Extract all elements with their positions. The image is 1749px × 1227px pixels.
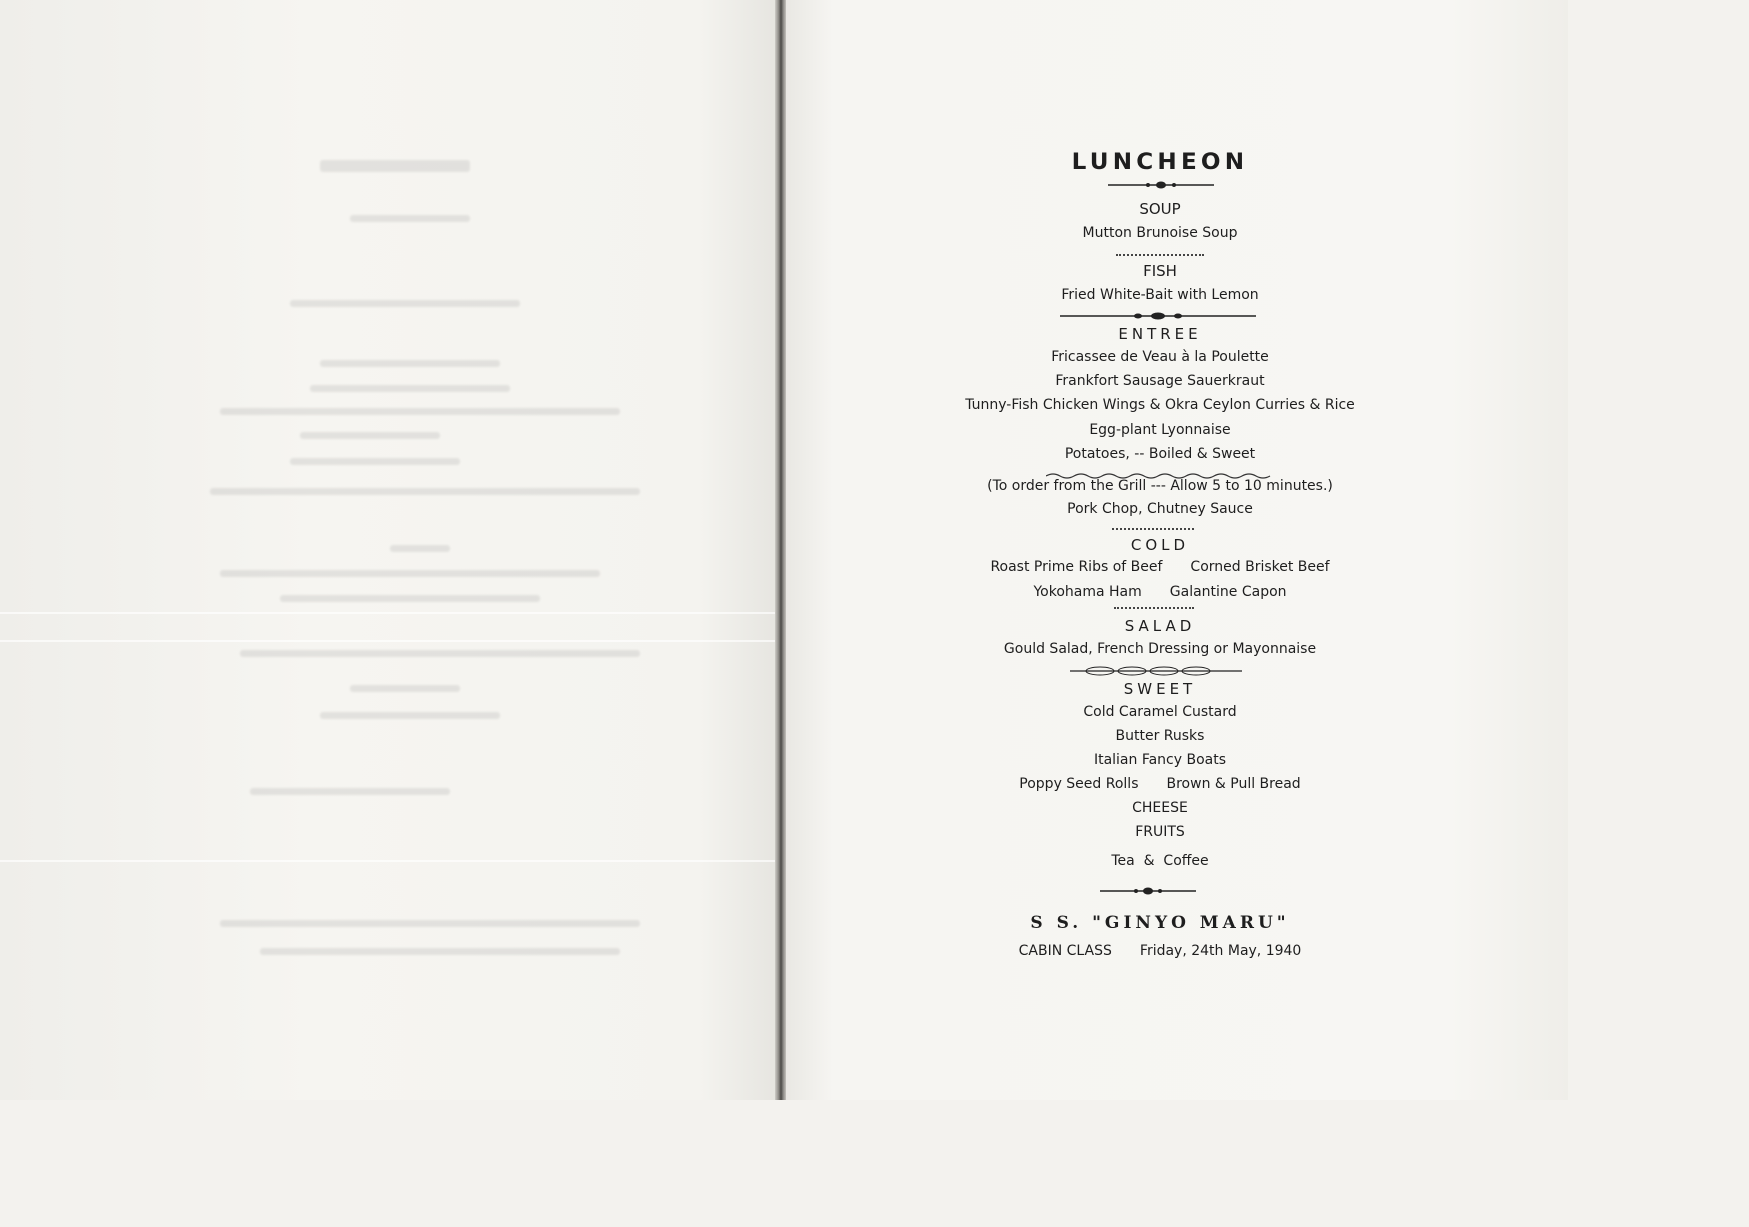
ship-name: S S. "GINYO MARU" xyxy=(1030,913,1290,933)
salad-item: Gould Salad, French Dressing or Mayonnaise xyxy=(1003,641,1317,657)
dotted-divider xyxy=(1116,254,1204,256)
sweet-heading: SWEET xyxy=(1123,680,1197,698)
sweet-item: Brown & Pull Bread xyxy=(1166,776,1301,792)
sweet-row xyxy=(900,776,1420,792)
cabin-class: CABIN CLASS xyxy=(1018,943,1112,959)
entree-item: Tunny-Fish Chicken Wings & Okra Ceylon Curries & Rice xyxy=(965,397,1355,413)
cheese-heading: CHEESE xyxy=(1132,800,1188,816)
cold-row xyxy=(900,559,1420,575)
grill-note: (To order from the Grill --- Allow 5 to 10 minutes.) xyxy=(987,478,1333,494)
cold-item: Roast Prime Ribs of Beef xyxy=(990,559,1163,575)
cold-item: Yokohama Ham xyxy=(1033,584,1142,600)
ornament-divider xyxy=(1070,665,1242,675)
entree-item: Potatoes, -- Boiled & Sweet xyxy=(1064,446,1256,462)
cold-item: Corned Brisket Beef xyxy=(1190,559,1330,575)
cold-row xyxy=(900,584,1420,600)
luncheon-menu xyxy=(900,0,1420,1100)
grill-item: Pork Chop, Chutney Sauce xyxy=(1067,501,1253,517)
entree-heading: ENTREE xyxy=(1118,325,1202,343)
bleed-through-text xyxy=(200,140,640,980)
sweet-item: Cold Caramel Custard xyxy=(1083,704,1237,720)
soup-heading: SOUP xyxy=(1139,200,1181,218)
dotted-divider xyxy=(1112,528,1194,530)
cold-item: Galantine Capon xyxy=(1169,584,1287,600)
soup-item: Mutton Brunoise Soup xyxy=(1082,225,1238,241)
fish-item: Fried White-Bait with Lemon xyxy=(1061,287,1259,303)
cold-heading: COLD xyxy=(1130,536,1190,554)
entree-item: Egg-plant Lyonnaise xyxy=(1089,422,1231,438)
beverages: Tea & Coffee xyxy=(1111,853,1209,869)
ornament-divider xyxy=(1108,180,1214,190)
sweet-item: Butter Rusks xyxy=(1115,728,1205,744)
ornament-divider xyxy=(1060,311,1256,321)
menu-date: Friday, 24th May, 1940 xyxy=(1139,943,1302,959)
fish-heading: FISH xyxy=(1143,262,1177,280)
entree-item: Fricassee de Veau à la Poulette xyxy=(1051,349,1269,365)
sweet-item: Italian Fancy Boats xyxy=(1093,752,1227,768)
left-page-blank xyxy=(0,0,778,1100)
salad-heading: SALAD xyxy=(1124,617,1196,635)
menu-title: LUNCHEON xyxy=(1071,150,1249,175)
sweet-item: Poppy Seed Rolls xyxy=(1019,776,1139,792)
fruits-heading: FRUITS xyxy=(1135,824,1185,840)
footer-line xyxy=(900,943,1420,959)
dotted-divider xyxy=(1114,607,1194,609)
entree-item: Frankfort Sausage Sauerkraut xyxy=(1055,373,1265,389)
ornament-divider xyxy=(1100,886,1196,896)
